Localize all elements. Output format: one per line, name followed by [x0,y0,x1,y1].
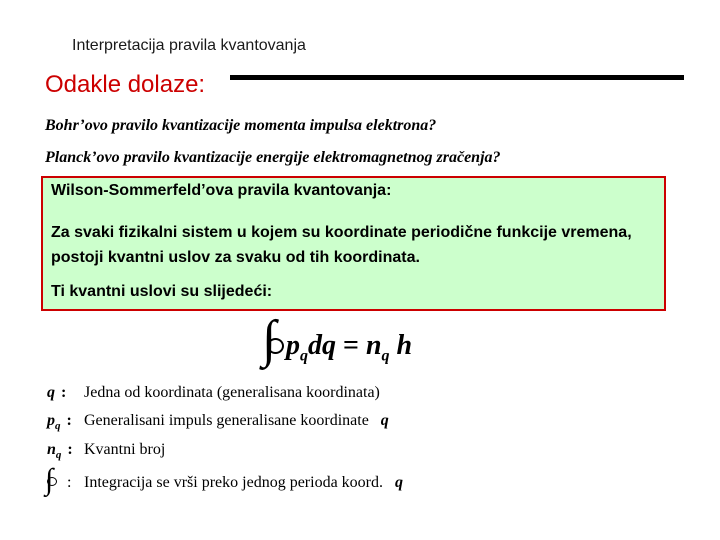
contour-ring-small [47,477,57,486]
definition-integral: Integracija se vrši preko jednog perioda koord. q [84,474,404,491]
section-heading: Odakle dolaze: [45,71,206,98]
integral-colon: : [67,474,72,491]
definition-q: Jedna od koordinata (generalisana koordinata) [84,384,380,401]
question-bohr: Bohr’ovo pravilo kvantizacije momenta impulsa elektrona? [45,117,437,134]
box-title: Wilson-Sommerfeld’ova pravila kvantovanja: [51,182,392,199]
definition-nq: Kvantni broj [84,441,166,458]
integral-icon: ∫ [45,463,54,496]
highlight-box [41,176,666,311]
symbol-q: q : [47,384,67,401]
symbol-contour-integral [45,462,81,498]
symbol-pq: $p_q$ : [47,412,72,433]
symbol-nq: $n_q$ : [47,441,73,462]
quantization-formula [262,312,442,372]
box-paragraph: Za svaki fizikalni sistem u kojem su koordinate periodične funkcije vremena, postoji kvantni uslov za svaku od tih koordinata. [51,224,632,266]
contour-integral-icon: ∫ [262,311,277,368]
box-conditions-intro: Ti kvantni uslovi su slijedeći: [51,283,273,300]
contour-ring [267,338,284,354]
slide-title: Interpretacija pravila kvantovanja [72,37,306,54]
formula-expression: $p_qdq = n_q$ h [286,330,413,365]
question-planck: Planck’ovo pravilo kvantizacije energije elektromagnetnog zračenja? [45,149,501,166]
definition-pq: Generalisani impuls generalisane koordinate q [84,412,389,429]
heading-rule [230,75,684,80]
